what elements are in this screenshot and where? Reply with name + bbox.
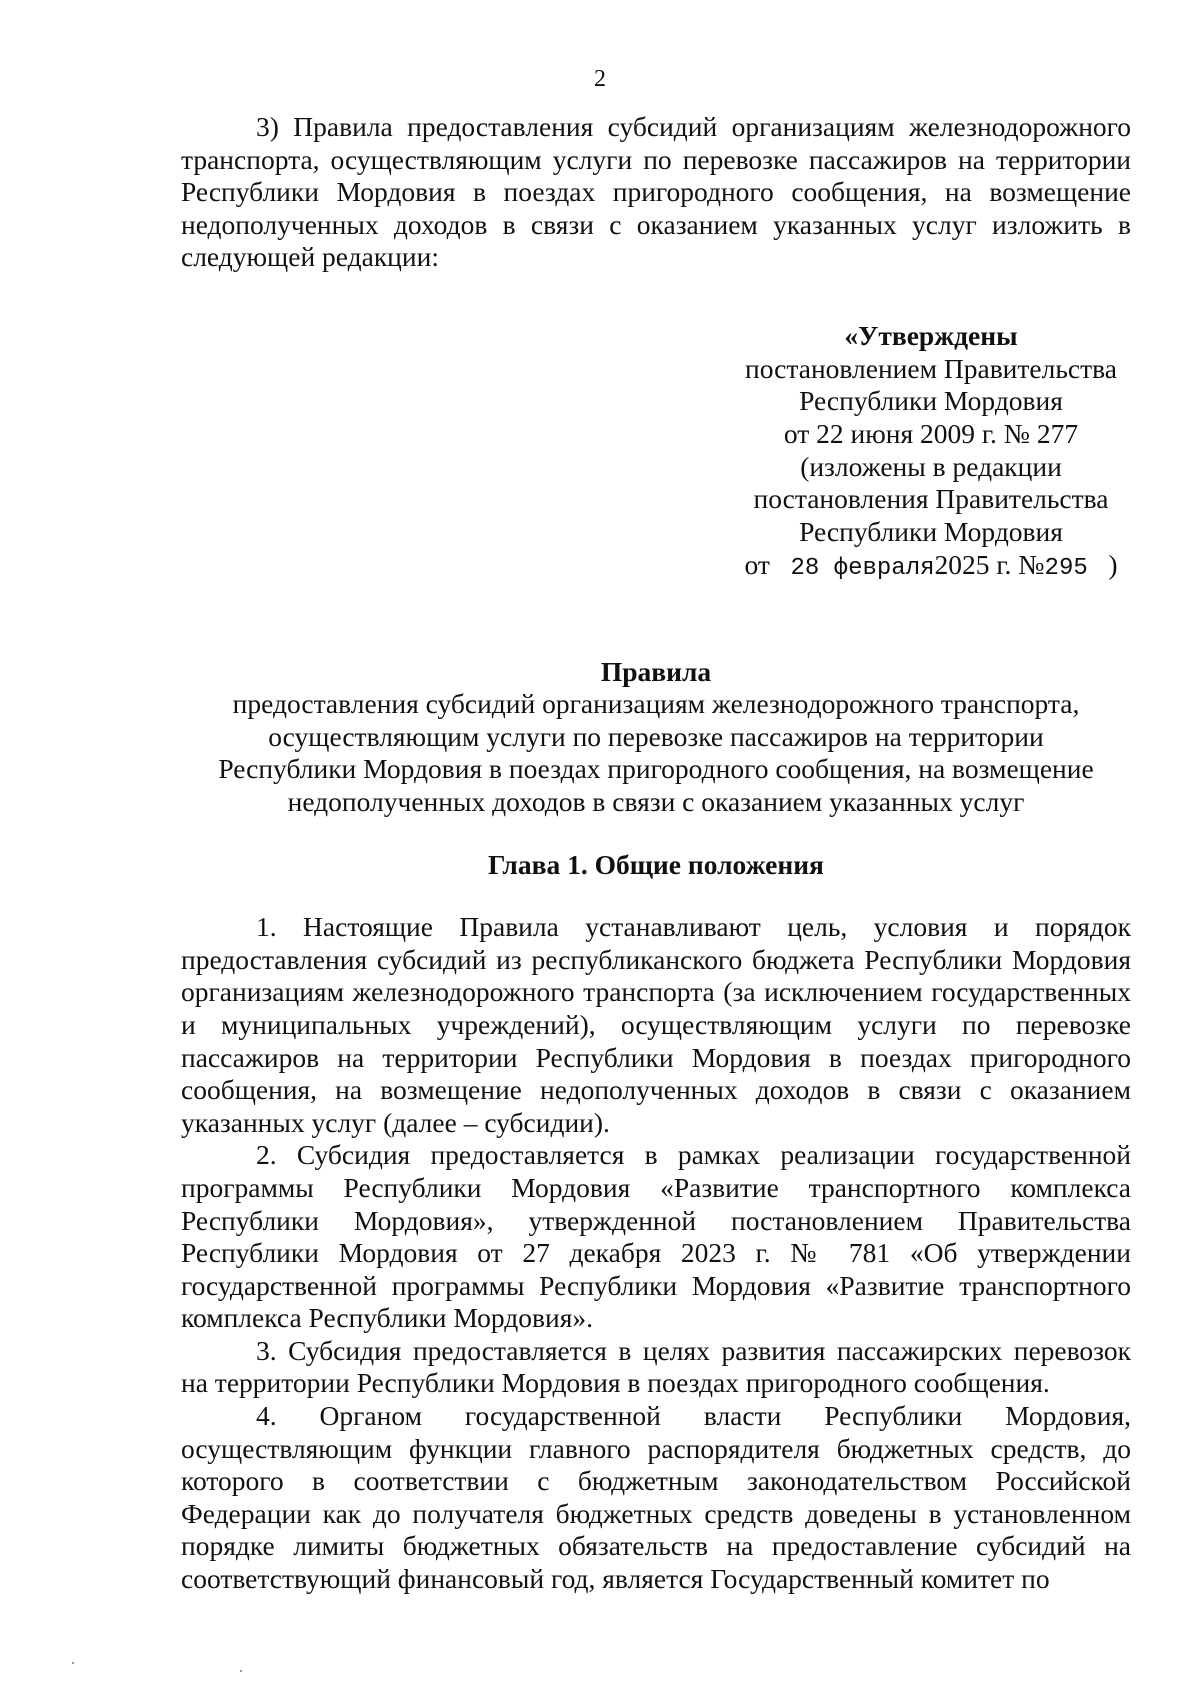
rules-subtitle-line: предоставления субсидий организациям железнодорожного транспорта,	[232, 688, 1080, 720]
chapter-title: Глава 1. Общие положения	[488, 848, 824, 880]
document-body	[181, 111, 1131, 1596]
date-prefix: от	[744, 548, 770, 580]
approval-title: «Утверждены	[844, 319, 1018, 351]
rules-heading: Правила	[600, 655, 712, 687]
approval-line: от 22 июня 2009 г. № 277	[783, 418, 1079, 450]
approval-date-line	[731, 549, 1131, 586]
rules-title-block	[181, 656, 1131, 819]
scan-speck	[240, 1670, 242, 1672]
page-number: 2	[594, 66, 606, 92]
paragraph-3: 3. Субсидия предоставляется в целях развития пассажирских перевозок на территории Республики Мордовия в поездах пригородного сообщения.	[181, 1334, 1131, 1399]
scan-speck	[72, 1662, 74, 1664]
stamp-day: 28 февраля	[790, 554, 935, 582]
approval-line: Республики Мордовия	[799, 516, 1063, 548]
rules-subtitle-line: недополученных доходов в связи с оказанием указанных услуг	[287, 785, 1025, 817]
approval-line: Республики Мордовия	[799, 385, 1063, 417]
rules-subtitle-line: осуществляющим услуги по перевозке пассажиров на территории	[268, 720, 1044, 752]
intro-paragraph: 3) Правила предоставления субсидий организациям железнодорожного транспорта, осуществляющим услуги по перевозке пассажиров на территории Республики Мордовия в поездах пригородного сообщения, на возмещение недополученных доходов в связи с оказанием указанных услуг изложить в следующей редакции:	[181, 111, 1131, 273]
approval-line: (изложены в редакции	[800, 450, 1062, 482]
paragraph-4: 4. Органом государственной власти Республики Мордовия, осуществляющим функции главного распорядителя бюджетных средств, до которого в соответствии с бюджетным законодательством Российской Федерации как до получателя бюджетных средств доведены в установленном порядке лимиты бюджетных обязательств на предоставление субсидий на соответствующий финансовый год, является Государственный комитет по	[181, 1400, 1131, 1595]
rules-subtitle-line: Республики Мордовия в поездах пригородного сообщения, на возмещение	[218, 753, 1094, 785]
paragraph-2: 2. Субсидия предоставляется в рамках реализации государственной программы Республики Мордовия «Развитие транспортного комплекса Республики Мордовия», утвержденной постановлением Правительства Республики Мордовия от 27 декабря 2023 г. № 781 «Об утверждении государственной программы Республики Мордовия «Развитие транспортного комплекса Республики Мордовия».	[181, 1139, 1131, 1334]
paragraph-1: 1. Настоящие Правила устанавливают цель, условия и порядок предоставления субсидий из республиканского бюджета Республики Мордовия организациям железнодорожного транспорта (за исключением государственных и муниципальных учреждений), осуществляющим услуги по перевозке пассажиров на территории Республики Мордовия в поездах пригородного сообщения, на возмещение недополученных доходов в связи с оказанием указанных услуг (далее – субсидии).	[181, 911, 1131, 1138]
approval-line: постановлением Правительства	[745, 352, 1117, 384]
approval-line: постановления Правительства	[753, 483, 1109, 515]
date-year: 2025 г. №	[934, 548, 1045, 580]
date-close: )	[1108, 548, 1118, 580]
approval-block	[731, 320, 1131, 586]
stamp-number: 295	[1044, 554, 1088, 582]
